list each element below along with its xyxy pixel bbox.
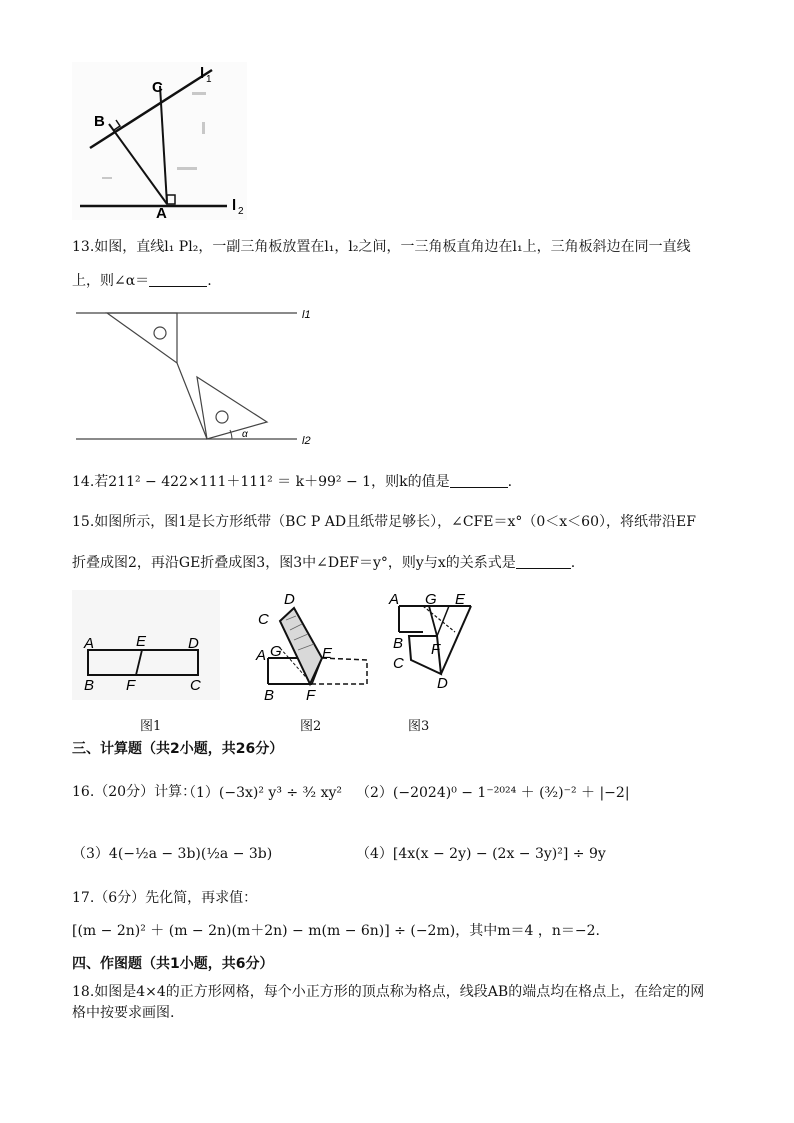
fig15-1-label-c: C <box>190 677 201 694</box>
fig12-label-l1: l <box>200 65 205 82</box>
answer-blank-13 <box>149 272 207 287</box>
q16-part1: （1）(−3x)² y³ ÷ ³⁄₂ xy² <box>182 785 343 801</box>
fig15-2-label-e: E <box>322 645 333 662</box>
q15-line1: 15.如图所示，图1是长方形纸带（BC P AD且纸带足够长），∠CFE＝x°（0＜x＜60），将纸带沿EF <box>72 514 696 530</box>
figure-13 <box>72 305 322 450</box>
q16-intro: 16.（20分）计算： <box>72 784 197 800</box>
fig15-2-label-b: B <box>264 687 275 704</box>
fig13-label-alpha: α <box>242 429 248 440</box>
answer-blank-15 <box>516 554 571 569</box>
section4-title: 四、作图题（共1小题，共6分） <box>72 956 274 972</box>
q17-expression: [(m − 2n)² ＋ (m − 2n)(m＋2n) − m(m − 6n)] ÷ (−2m)，其中m＝4 ，n＝−2. <box>72 923 600 939</box>
fig12-label-b: B <box>94 113 105 130</box>
q16-part2: （2）(−2024)⁰ − 1⁻²⁰²⁴ ＋ (³⁄₂)⁻² ＋ |−2| <box>356 785 630 801</box>
fig15-3-label-c: C <box>393 655 404 672</box>
q18-line2: 格中按要求画图. <box>72 1005 175 1021</box>
caption-fig2: 图2 <box>300 719 322 734</box>
fig12-label-c: C <box>152 79 163 96</box>
figure-15-1 <box>72 590 222 710</box>
q17-intro: 17.（6分）先化简，再求值： <box>72 890 258 906</box>
q15-line2: 折叠成图2，再沿GE折叠成图3，图3中∠DEF＝y°，则y与x的关系式是 . <box>72 555 576 571</box>
fig15-3-label-g: G <box>425 591 437 608</box>
fig15-3-label-a: A <box>389 591 400 608</box>
caption-fig3: 图3 <box>408 719 430 734</box>
q18-line1: 18.如图是4×4的正方形网格，每个小正方形的顶点称为格点，线段AB的端点均在格点上，在给定的网 <box>72 984 705 1000</box>
q13-line1: 13.如图，直线l₁ Pl₂，一副三角板放置在l₁，l₂之间，一三角板直角边在l₁上，三角板斜边在同一直线 <box>72 239 691 255</box>
fig12-label-l2-sub: 2 <box>238 206 244 217</box>
fig15-1-label-a: A <box>84 635 95 652</box>
fig13-label-l2: l2 <box>302 435 311 447</box>
figure-15-2 <box>252 588 377 710</box>
fig15-3-label-e: E <box>455 591 466 608</box>
fig15-3-label-f: F <box>431 641 441 658</box>
fig15-2-label-a: A <box>256 647 267 664</box>
section3-title: 三、计算题（共2小题，共26分） <box>72 741 284 757</box>
figure-12 <box>72 62 252 222</box>
fig12-label-l2: l <box>232 197 237 214</box>
fig15-1-label-d: D <box>188 635 199 652</box>
q16-part3: （3）4(−½a − 3b)(½a − 3b) <box>72 846 273 862</box>
fig15-2-label-d: D <box>284 591 295 608</box>
fig12-label-l1-sub: 1 <box>206 74 212 85</box>
q15-line2-text: 折叠成图2，再沿GE折叠成图3，图3中∠DEF＝y°，则y与x的关系式是 <box>72 555 516 571</box>
fig15-3-label-b: B <box>393 635 404 652</box>
answer-blank-14 <box>450 473 508 488</box>
fig15-3-label-d: D <box>437 675 448 692</box>
fig15-2-label-f: F <box>306 687 316 704</box>
q14: 14.若211² − 422×111＋111² ＝ k＋99² − 1，则k的值是 . <box>72 474 513 490</box>
fig15-1-label-e: E <box>136 633 147 650</box>
figure-15-3 <box>385 588 485 693</box>
fig13-label-l1: l1 <box>302 309 311 321</box>
q14-text: 14.若211² − 422×111＋111² ＝ k＋99² − 1，则k的值是 <box>72 474 450 490</box>
q13-line2: 上，则∠α＝ . <box>72 273 212 289</box>
fig15-2-label-g: G <box>270 643 282 660</box>
q16-part4: （4）[4x(x − 2y) − (2x − 3y)²] ÷ 9y <box>356 846 606 862</box>
q13-line2-text: 上，则∠α＝ <box>72 273 150 289</box>
fig15-1-label-f: F <box>126 677 136 694</box>
fig15-1-label-b: B <box>84 677 95 694</box>
caption-fig1: 图1 <box>140 719 162 734</box>
fig12-label-a: A <box>156 205 167 222</box>
fig15-2-label-c: C <box>258 611 269 628</box>
